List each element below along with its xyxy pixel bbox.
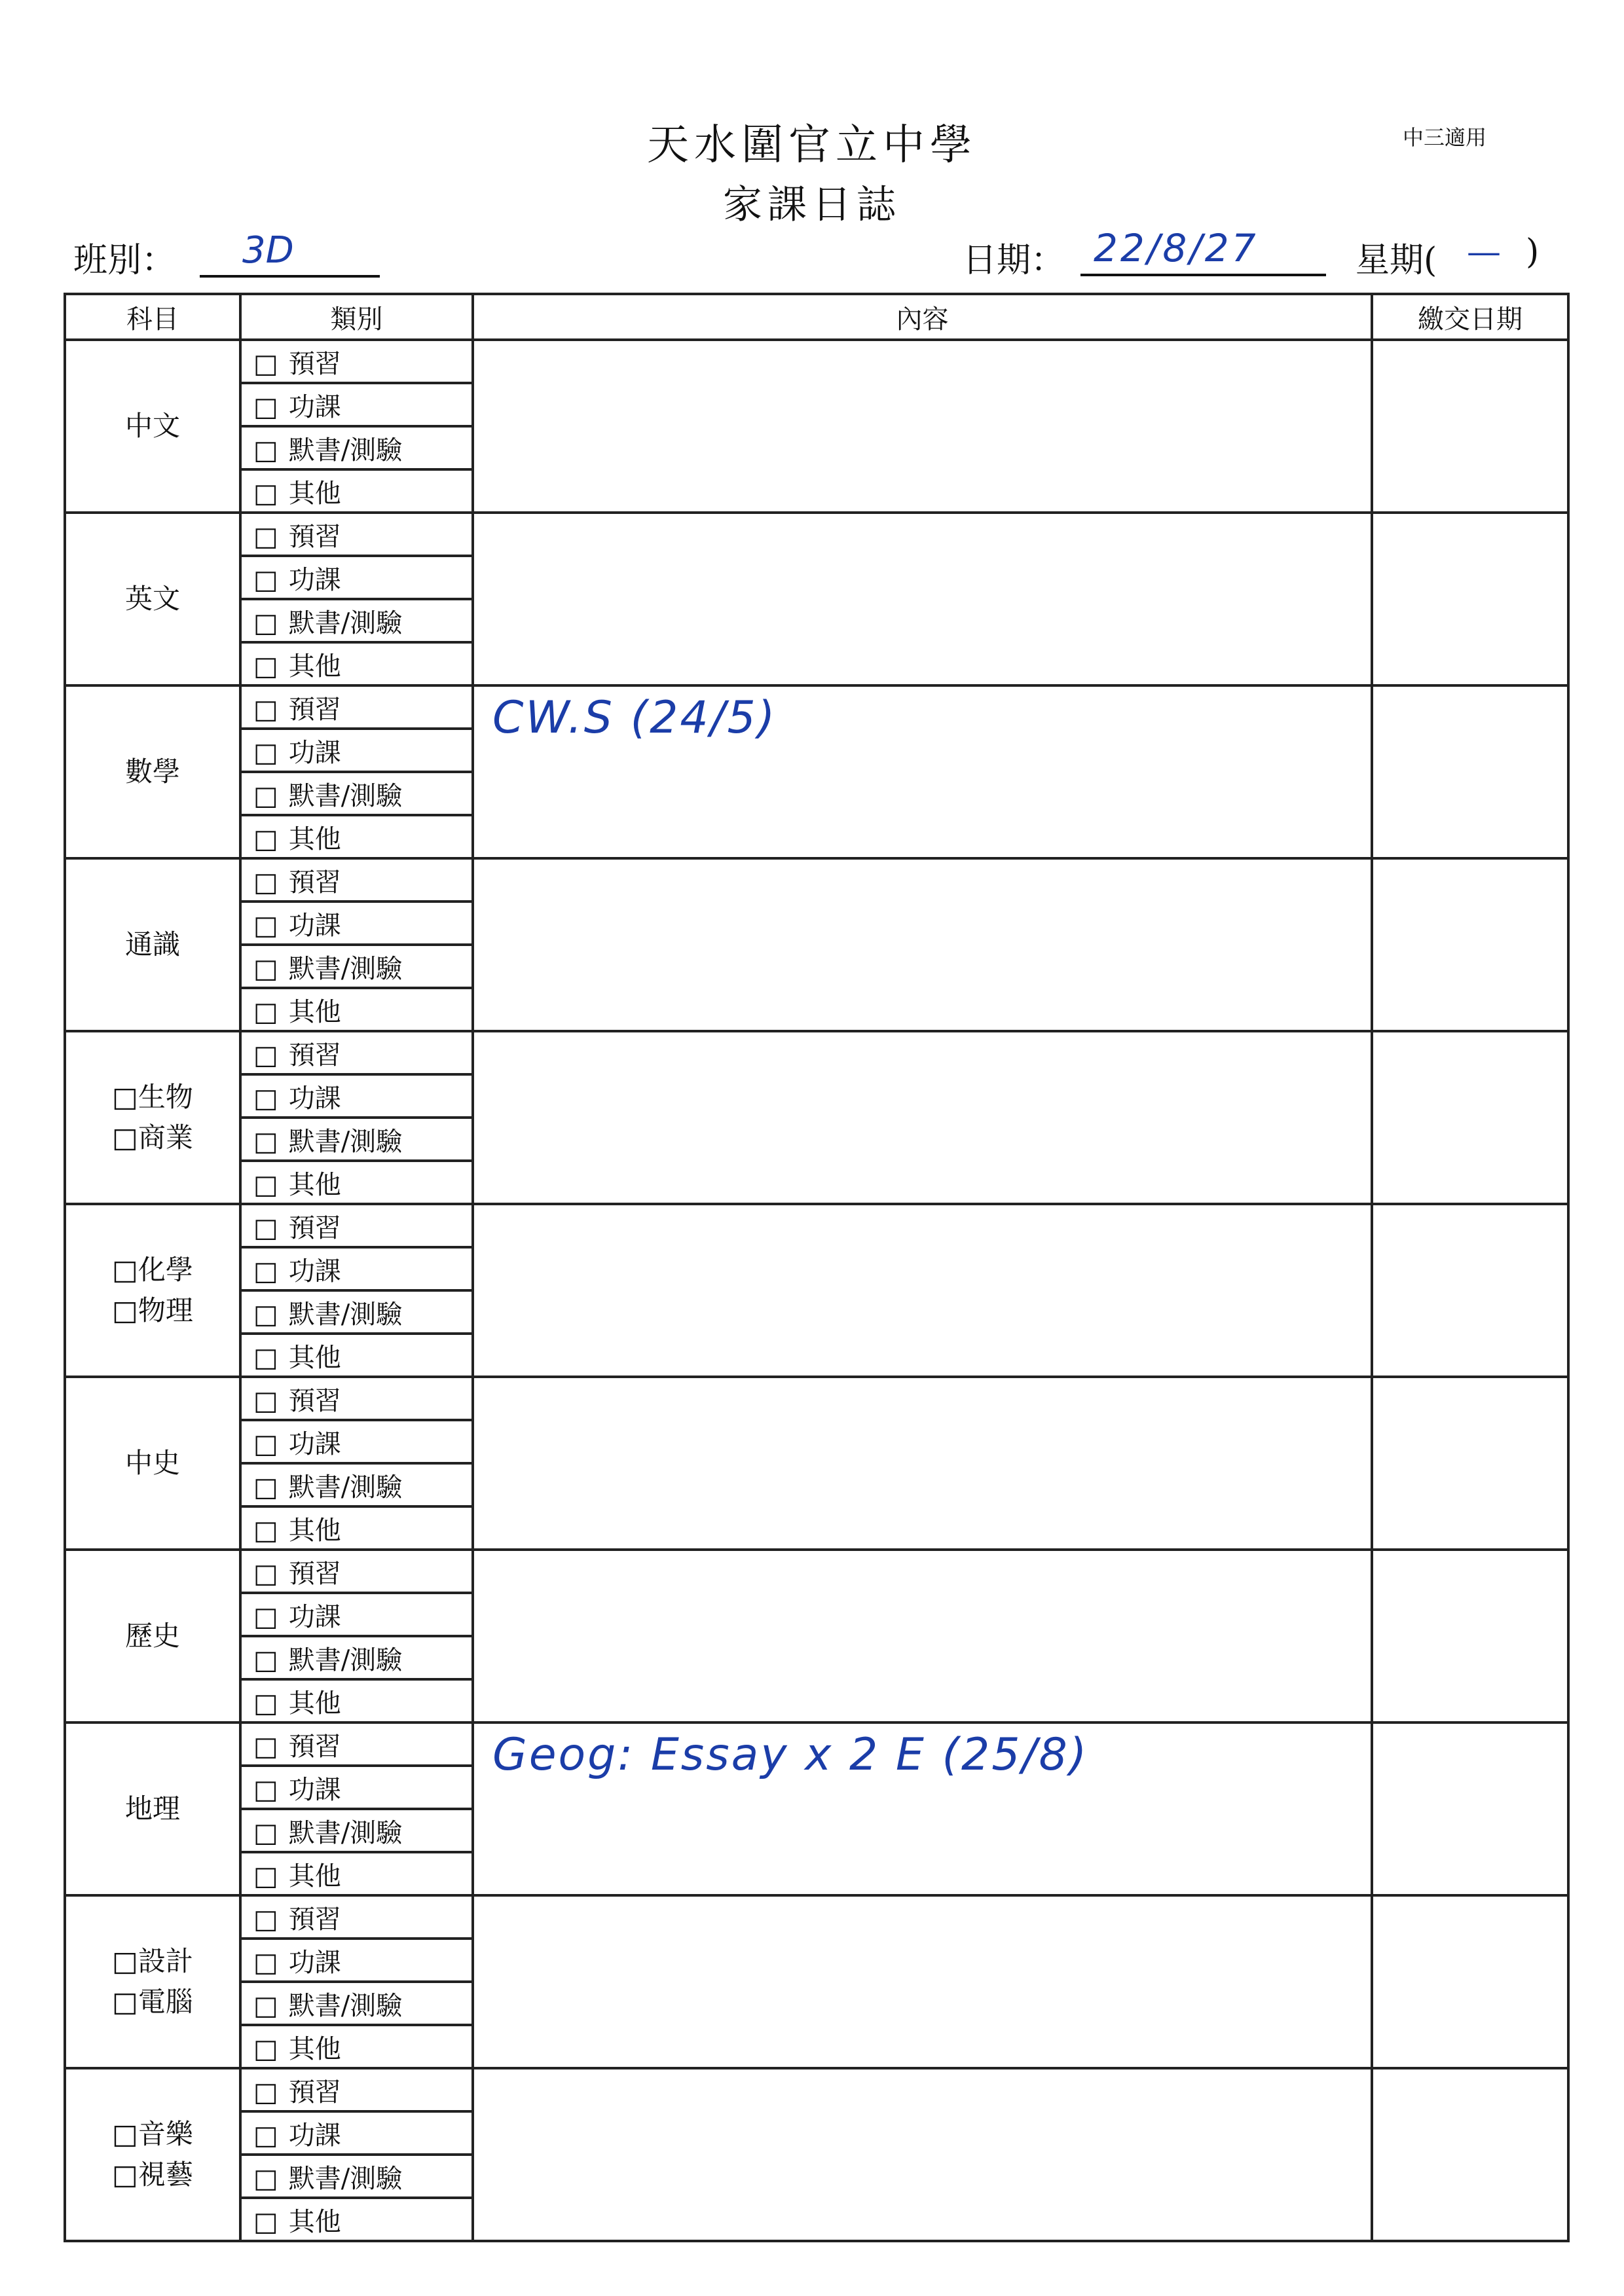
checkbox[interactable]: □: [253, 1601, 278, 1632]
due-date-cell[interactable]: [1372, 1031, 1568, 1204]
content-cell[interactable]: [473, 1895, 1372, 2068]
subject-name: 數學: [124, 756, 180, 788]
category-label: 默書/測驗: [288, 1817, 403, 1848]
due-date-cell[interactable]: [1372, 1722, 1568, 1895]
table-row: [65, 1550, 1568, 1593]
subject-cell: [65, 685, 240, 858]
category-cell[interactable]: [240, 2068, 473, 2111]
class-underline: [200, 275, 380, 278]
subject-name: □視藝: [112, 2159, 193, 2191]
category-label: 其他: [288, 2206, 341, 2237]
category-cell[interactable]: [240, 1550, 473, 1593]
subject-name: □生物: [112, 1081, 193, 1113]
checkbox[interactable]: □: [253, 608, 278, 638]
checkbox[interactable]: □: [253, 2206, 278, 2237]
checkbox[interactable]: □: [253, 910, 278, 941]
category-label: 預習: [288, 1558, 341, 1589]
content-cell[interactable]: [473, 858, 1372, 1031]
homework-entry: Geog: Essay x 2 E (25/8): [492, 1729, 1089, 1781]
category-cell[interactable]: [240, 815, 473, 858]
subject-name: □電腦: [112, 1986, 193, 2018]
category-cell[interactable]: [240, 1420, 473, 1463]
category-cell[interactable]: [240, 426, 473, 469]
table-row: [65, 1722, 1568, 1766]
category-label: 其他: [288, 996, 341, 1027]
subject-name: □設計: [112, 1945, 193, 1977]
category-cell[interactable]: [240, 2155, 473, 2198]
category-label: 預習: [288, 1731, 341, 1762]
checkbox[interactable]: □: [253, 521, 278, 552]
subject-cell: [65, 1204, 240, 1377]
category-cell[interactable]: [240, 1809, 473, 1852]
checkbox[interactable]: □: [253, 1256, 278, 1286]
content-cell[interactable]: [473, 1031, 1372, 1204]
table-body: [65, 340, 1568, 2241]
category-cell[interactable]: [240, 340, 473, 383]
due-date-cell[interactable]: [1372, 1550, 1568, 1722]
subject-name: 地理: [124, 1793, 180, 1825]
table-row: [65, 685, 1568, 729]
checkbox[interactable]: □: [253, 564, 278, 595]
category-label: 預習: [288, 694, 341, 725]
content-cell[interactable]: [473, 2068, 1372, 2241]
category-label: 默書/測驗: [288, 953, 403, 984]
checkbox[interactable]: □: [253, 435, 278, 465]
category-label: 其他: [288, 1861, 341, 1891]
category-cell[interactable]: [240, 1939, 473, 1982]
checkbox[interactable]: □: [253, 694, 278, 725]
category-cell[interactable]: [240, 685, 473, 729]
table-row: [65, 1031, 1568, 1074]
category-label: 功課: [288, 564, 341, 595]
due-date-cell[interactable]: [1372, 1895, 1568, 2068]
category-label: 默書/測驗: [288, 1299, 403, 1330]
due-date-cell[interactable]: [1372, 513, 1568, 685]
category-cell[interactable]: [240, 1031, 473, 1074]
category-cell[interactable]: [240, 1204, 473, 1247]
category-label: 預習: [288, 1040, 341, 1070]
form-title: 家課日誌: [723, 182, 901, 228]
checkbox[interactable]: □: [253, 1688, 278, 1719]
category-cell[interactable]: [240, 1766, 473, 1809]
category-cell[interactable]: [240, 988, 473, 1031]
weekday-close-paren: ): [1526, 232, 1540, 272]
checkbox[interactable]: □: [253, 2120, 278, 2151]
category-label: 預習: [288, 1212, 341, 1243]
category-label: 其他: [288, 1342, 341, 1373]
class-label: 班別：: [73, 241, 176, 280]
checkbox[interactable]: □: [253, 478, 278, 509]
checkbox[interactable]: □: [253, 348, 278, 379]
subject-name: □化學: [112, 1254, 193, 1286]
category-label: 預習: [288, 1385, 341, 1416]
content-cell[interactable]: [473, 1204, 1372, 1377]
category-label: 功課: [288, 1947, 341, 1978]
category-label: 其他: [288, 1169, 341, 1200]
subject-cell: [65, 2068, 240, 2241]
category-label: 預習: [288, 521, 341, 552]
subject-name: 中文: [124, 410, 180, 442]
table-row: [65, 1204, 1568, 1247]
category-cell[interactable]: [240, 599, 473, 642]
checkbox[interactable]: □: [253, 867, 278, 898]
homework-entry: CW.S (24/5): [492, 692, 777, 744]
content-cell[interactable]: [473, 1722, 1372, 1895]
checkbox[interactable]: □: [253, 737, 278, 768]
category-cell[interactable]: [240, 1161, 473, 1204]
category-label: 功課: [288, 1256, 341, 1286]
table-row: [65, 1377, 1568, 1420]
content-cell[interactable]: [473, 340, 1372, 513]
subject-name: 中史: [124, 1447, 180, 1479]
content-cell[interactable]: [473, 1550, 1372, 1722]
checkbox[interactable]: □: [253, 996, 278, 1027]
checkbox[interactable]: □: [253, 2163, 278, 2194]
subject-cell: [65, 340, 240, 513]
date-underline: [1080, 274, 1326, 276]
category-label: 預習: [288, 1904, 341, 1935]
weekday-label: 星期(: [1356, 241, 1437, 280]
checkbox[interactable]: □: [253, 1385, 278, 1416]
checkbox[interactable]: □: [253, 1040, 278, 1070]
category-label: 功課: [288, 1774, 341, 1805]
table-row: [65, 858, 1568, 902]
checkbox[interactable]: □: [253, 1774, 278, 1805]
table-header-row: [65, 294, 1568, 340]
header-category: 類別: [240, 294, 473, 340]
category-label: 其他: [288, 1515, 341, 1546]
due-date-cell[interactable]: [1372, 1377, 1568, 1550]
category-label: 其他: [288, 651, 341, 682]
subject-name: 通識: [124, 928, 180, 960]
checkbox[interactable]: □: [253, 2077, 278, 2107]
category-cell[interactable]: [240, 1377, 473, 1420]
category-label: 默書/測驗: [288, 1472, 403, 1503]
checkbox[interactable]: □: [253, 824, 278, 854]
checkbox[interactable]: □: [253, 1126, 278, 1157]
checkbox[interactable]: □: [253, 1515, 278, 1546]
school-name: 天水圍官立中學: [647, 121, 977, 170]
checkbox[interactable]: □: [253, 651, 278, 682]
checkbox[interactable]: □: [253, 1429, 278, 1459]
category-label: 其他: [288, 2033, 341, 2064]
category-label: 默書/測驗: [288, 1645, 403, 1675]
category-cell[interactable]: [240, 1593, 473, 1636]
header-due-date: 繳交日期: [1372, 294, 1568, 340]
category-cell[interactable]: [240, 1852, 473, 1895]
header-content: 內容: [473, 294, 1372, 340]
due-date-cell[interactable]: [1372, 340, 1568, 513]
table-row: [65, 2068, 1568, 2111]
category-cell[interactable]: [240, 772, 473, 815]
category-cell[interactable]: [240, 1463, 473, 1506]
category-label: 功課: [288, 392, 341, 422]
subject-cell: [65, 1722, 240, 1895]
category-label: 默書/測驗: [288, 608, 403, 638]
content-cell[interactable]: [473, 685, 1372, 858]
category-cell[interactable]: [240, 513, 473, 556]
due-date-cell[interactable]: [1372, 1204, 1568, 1377]
subject-cell: [65, 858, 240, 1031]
category-label: 其他: [288, 478, 341, 509]
category-label: 其他: [288, 824, 341, 854]
category-cell[interactable]: [240, 642, 473, 685]
header-subject: 科目: [65, 294, 240, 340]
due-date-cell[interactable]: [1372, 858, 1568, 1031]
category-label: 功課: [288, 1601, 341, 1632]
checkbox[interactable]: □: [253, 780, 278, 811]
subject-cell: [65, 1031, 240, 1204]
date-label: 日期：: [963, 241, 1065, 280]
category-cell[interactable]: [240, 1247, 473, 1290]
checkbox[interactable]: □: [253, 1342, 278, 1373]
category-label: 功課: [288, 2120, 341, 2151]
checkbox[interactable]: □: [253, 1212, 278, 1243]
category-label: 功課: [288, 910, 341, 941]
category-label: 預習: [288, 867, 341, 898]
category-label: 功課: [288, 1083, 341, 1114]
due-date-cell[interactable]: [1372, 2068, 1568, 2241]
category-cell[interactable]: [240, 1895, 473, 1939]
subject-cell: [65, 513, 240, 685]
checkbox[interactable]: □: [253, 1299, 278, 1330]
category-label: 其他: [288, 1688, 341, 1719]
checkbox[interactable]: □: [253, 1861, 278, 1891]
checkbox[interactable]: □: [253, 1558, 278, 1589]
checkbox[interactable]: □: [253, 1472, 278, 1503]
checkbox[interactable]: □: [253, 392, 278, 422]
category-cell[interactable]: [240, 1679, 473, 1722]
subject-cell: [65, 1550, 240, 1722]
weekday-value[interactable]: —: [1467, 232, 1501, 272]
category-cell[interactable]: [240, 1982, 473, 2025]
category-cell[interactable]: [240, 1636, 473, 1679]
table-row: [65, 340, 1568, 383]
table-row: [65, 1895, 1568, 1939]
date-value[interactable]: 22/8/27: [1094, 226, 1259, 270]
category-cell[interactable]: [240, 383, 473, 426]
checkbox[interactable]: □: [253, 1169, 278, 1200]
category-cell[interactable]: [240, 1074, 473, 1118]
category-cell[interactable]: [240, 2025, 473, 2068]
category-cell[interactable]: [240, 1722, 473, 1766]
subject-cell: [65, 1895, 240, 2068]
category-cell[interactable]: [240, 1290, 473, 1334]
category-label: 默書/測驗: [288, 1990, 403, 2021]
checkbox[interactable]: □: [253, 1990, 278, 2021]
checkbox[interactable]: □: [253, 1817, 278, 1848]
category-cell[interactable]: [240, 469, 473, 513]
subject-cell: [65, 1377, 240, 1550]
content-cell[interactable]: [473, 1377, 1372, 1550]
category-cell[interactable]: [240, 1506, 473, 1550]
category-cell[interactable]: [240, 2111, 473, 2155]
category-label: 預習: [288, 348, 341, 379]
category-cell[interactable]: [240, 2198, 473, 2241]
homework-table: [64, 293, 1570, 2242]
content-cell[interactable]: [473, 513, 1372, 685]
category-label: 預習: [288, 2077, 341, 2107]
due-date-cell[interactable]: [1372, 685, 1568, 858]
category-label: 默書/測驗: [288, 435, 403, 465]
table-row: [65, 513, 1568, 556]
category-cell[interactable]: [240, 1118, 473, 1161]
checkbox[interactable]: □: [253, 1904, 278, 1935]
applicable-note: 中三適用: [1402, 125, 1486, 150]
checkbox[interactable]: □: [253, 1947, 278, 1978]
category-cell[interactable]: [240, 858, 473, 902]
category-cell[interactable]: [240, 902, 473, 945]
subject-name: □物理: [112, 1294, 193, 1326]
category-cell[interactable]: [240, 945, 473, 988]
category-cell[interactable]: [240, 729, 473, 772]
category-cell[interactable]: [240, 1334, 473, 1377]
checkbox[interactable]: □: [253, 953, 278, 984]
category-label: 默書/測驗: [288, 780, 403, 811]
category-cell[interactable]: [240, 556, 473, 599]
subject-name: □商業: [112, 1121, 193, 1154]
checkbox[interactable]: □: [253, 1645, 278, 1675]
subject-name: 英文: [124, 583, 180, 615]
subject-name: 歷史: [124, 1620, 180, 1652]
category-label: 默書/測驗: [288, 2163, 403, 2194]
checkbox[interactable]: □: [253, 2033, 278, 2064]
checkbox[interactable]: □: [253, 1083, 278, 1114]
category-label: 功課: [288, 1429, 341, 1459]
category-label: 功課: [288, 737, 341, 768]
class-value[interactable]: 3D: [242, 229, 294, 272]
checkbox[interactable]: □: [253, 1731, 278, 1762]
subject-name: □音樂: [112, 2118, 193, 2150]
category-label: 默書/測驗: [288, 1126, 403, 1157]
